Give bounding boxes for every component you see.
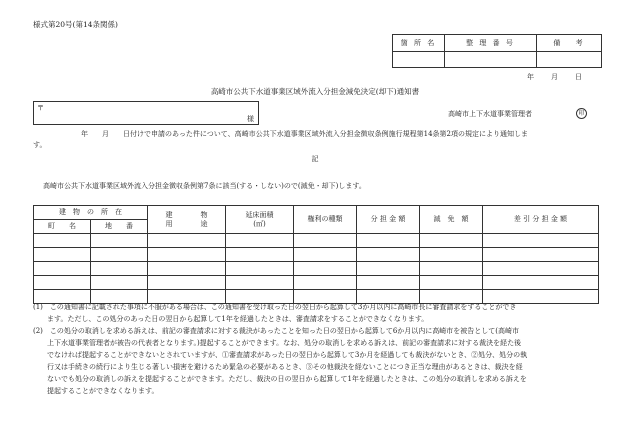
table-cell[interactable] [294,276,357,290]
table-cell[interactable] [226,276,294,290]
table-cell[interactable] [420,234,483,248]
table-cell[interactable] [420,262,483,276]
form-number: 様式第20号(第14条関係) [33,20,118,29]
office-name-header: 箇 所 名 [393,35,445,51]
table-cell[interactable] [420,276,483,290]
table-cell[interactable] [357,234,420,248]
office-table-value-row [393,52,601,68]
office-reference-table [392,34,602,68]
note-line: でなければ提起することができないとされていますが、①審査請求があった日の翌日から起算して3か月を経過しても裁決がないとき、②処分、処分の執 [47,351,528,359]
postal-mark: 〒 [37,104,44,112]
reduction-header: 減 免 額 [420,206,483,234]
issue-date: 年 月 日 [527,73,583,81]
location-header: 建 物 の 所 在 [34,206,148,220]
note-line: 行又は手続きの続行により生じる著しい損害を避けるため緊急の必要があるとき、③その他裁決を経ないことにつき正当な理由があるときは、裁決を経 [47,363,523,371]
table-cell[interactable] [483,262,599,276]
table-cell[interactable] [91,276,148,290]
share-amount-header: 分 担 金 額 [357,206,420,234]
ki-heading: 記 [311,155,319,163]
table-cell[interactable] [294,262,357,276]
document-title: 高崎市公共下水道事業区域外流入分担金減免決定(却下)通知書 [210,87,420,96]
building-table [33,205,599,304]
table-cell[interactable] [483,234,599,248]
note-line: 提起することができなくなります。 [47,387,159,395]
note-line: ないでも処分の取消しの訴えを提起することができます。ただし、裁決の日の翌日から起算して1年を経過したときは、この処分の取消しを求める訴えを [47,375,527,383]
table-cell[interactable] [226,262,294,276]
office-name-cell[interactable] [393,52,445,68]
table-cell[interactable] [226,248,294,262]
table-cell[interactable] [34,234,91,248]
floor-area-label: 延床面積 [245,210,274,219]
reference-number-header: 整 理 番 号 [445,35,537,51]
use-header-line-1: 建 物 [165,210,208,219]
table-cell[interactable] [483,276,599,290]
address-box[interactable] [33,101,259,125]
table-cell[interactable] [294,234,357,248]
table-cell[interactable] [148,234,226,248]
table-cell[interactable] [91,234,148,248]
note-line: (1) この通知書に記載された事項に不服がある場合は、この通知書を受け取った日の翌日から起算して3か月以内に高崎市長に審査請求をすることができ [33,303,517,311]
table-row [34,276,599,290]
table-cell[interactable] [91,262,148,276]
table-cell[interactable] [34,248,91,262]
note-line: 上下水道事業管理者が被告の代表者となります。)提起することができます。なお、処分の取消しを求める訴えは、前記の審査請求に対する裁決を経た後 [47,339,522,347]
right-type-header: 権利の種類 [294,206,357,234]
table-cell[interactable] [357,248,420,262]
issuer-name: 高崎市上下水道事業管理者 [448,110,532,118]
table-header-row-1 [34,206,599,220]
remarks-cell[interactable] [537,52,601,68]
reference-number-cell[interactable] [445,52,537,68]
note-line: (2) この処分の取消しを求める訴えは、前記の審査請求に対する裁決があったことを知った日の翌日から起算して6か月以内に高崎市を被告として(高崎市 [33,327,520,335]
intro-text-continued: す。 [33,141,47,149]
notes-section [33,301,527,397]
table-row [34,234,599,248]
lot-header: 地 番 [91,220,148,234]
seal-mark: 印 [576,108,587,119]
table-cell[interactable] [294,248,357,262]
table-cell[interactable] [148,262,226,276]
table-cell[interactable] [34,262,91,276]
table-cell[interactable] [357,262,420,276]
table-row [34,248,599,262]
floor-area-header [226,206,294,234]
note-line: ます。ただし、この処分のあった日の翌日から起算して1年を経過したときは、審査請求をすることができなくなります。 [47,315,429,323]
table-cell[interactable] [357,276,420,290]
table-cell[interactable] [148,248,226,262]
table-cell[interactable] [226,234,294,248]
net-amount-header: 差 引 分 担 金 額 [483,206,599,234]
table-cell[interactable] [91,248,148,262]
use-header-line-2: 用 途 [165,219,208,228]
town-header: 町 名 [34,220,91,234]
decision-text: 高崎市公共下水道事業区域外流入分担金徴収条例第7条に該当(する・しない)ので(減免・却下)します。 [43,182,366,190]
remarks-header: 備 考 [553,38,585,47]
table-cell[interactable] [148,276,226,290]
table-cell[interactable] [420,248,483,262]
office-table-header-row [393,35,601,52]
table-row [34,262,599,276]
intro-text: 年 月 日付けで申請のあった件について、高崎市公共下水道事業区域外流入分担金徴収条例施行規程第14条第2項の規定により通知しま [81,130,529,138]
table-cell[interactable] [34,276,91,290]
use-header [148,206,226,234]
floor-area-unit: (㎡) [253,219,266,228]
addressee-suffix: 様 [247,115,254,123]
table-cell[interactable] [483,248,599,262]
